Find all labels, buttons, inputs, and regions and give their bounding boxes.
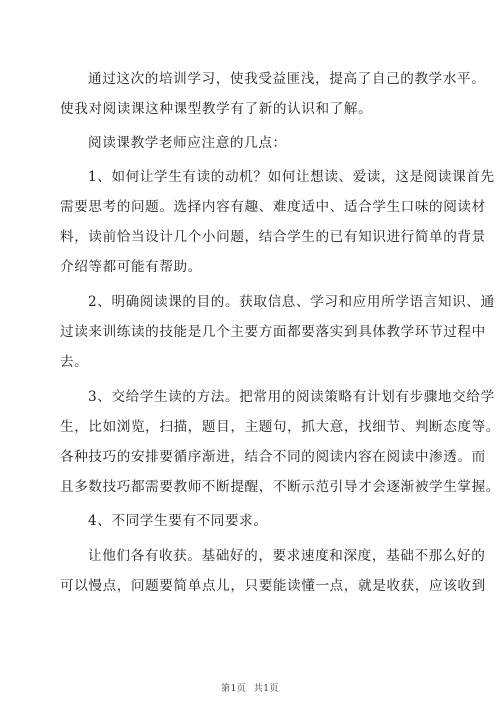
paragraph-line: 让他们各有收获。基础好的，要求速度和深度，基础不那么好的 (88, 548, 486, 564)
paragraph-line: 4、不同学生要有不同要求。 (88, 513, 268, 529)
page-number: 第1页 (221, 684, 247, 694)
paragraph-line: 生，比如浏览，扫描，题目，主题句，抓大意，找细节、判断态度等。 (60, 419, 500, 435)
paragraph-line: 料，读前恰当设计几个小问题，结合学生的已有知识进行简单的背景 (60, 229, 486, 245)
paragraph-line: 各种技巧的安排要循序渐进，结合不同的阅读内容在阅读中渗透。而 (60, 449, 486, 465)
page-footer (0, 681, 500, 694)
paragraph-line: 1、如何让学生有读的动机？如何让想读、爱读，这是阅读课首先 (88, 169, 495, 185)
page-total: 共1页 (253, 684, 279, 694)
paragraph-line: 可以慢点，问题要简单点儿，只要能读懂一点，就是收获，应该收到 (60, 578, 486, 594)
paragraph-line: 阅读课教学老师应注意的几点： (88, 135, 287, 151)
paragraph-line: 过读来训练读的技能是几个主要方面都要落实到具体教学环节过程中 (60, 324, 486, 340)
paragraph-line: 通过这次的培训学习，使我受益匪浅，提高了自己的教学水平。 (88, 71, 486, 87)
paragraph-line: 去。 (60, 354, 89, 370)
paragraph-line: 2、明确阅读课的目的。获取信息、学习和应用所学语言知识、通 (88, 294, 495, 310)
paragraph-line: 3、交给学生读的方法。把常用的阅读策略有计划有步骤地交给学 (88, 389, 495, 405)
paragraph-line: 介绍等都可能有帮助。 (60, 259, 202, 275)
paragraph-line: 需要思考的问题。选择内容有趣、难度适中、适合学生口味的阅读材 (60, 199, 486, 215)
paragraph-line: 且多数技巧都需要教师不断提醒，不断示范引导才会逐渐被学生掌握。 (60, 479, 500, 495)
paragraph-line: 使我对阅读课这种课型教学有了新的认识和了解。 (60, 101, 373, 117)
